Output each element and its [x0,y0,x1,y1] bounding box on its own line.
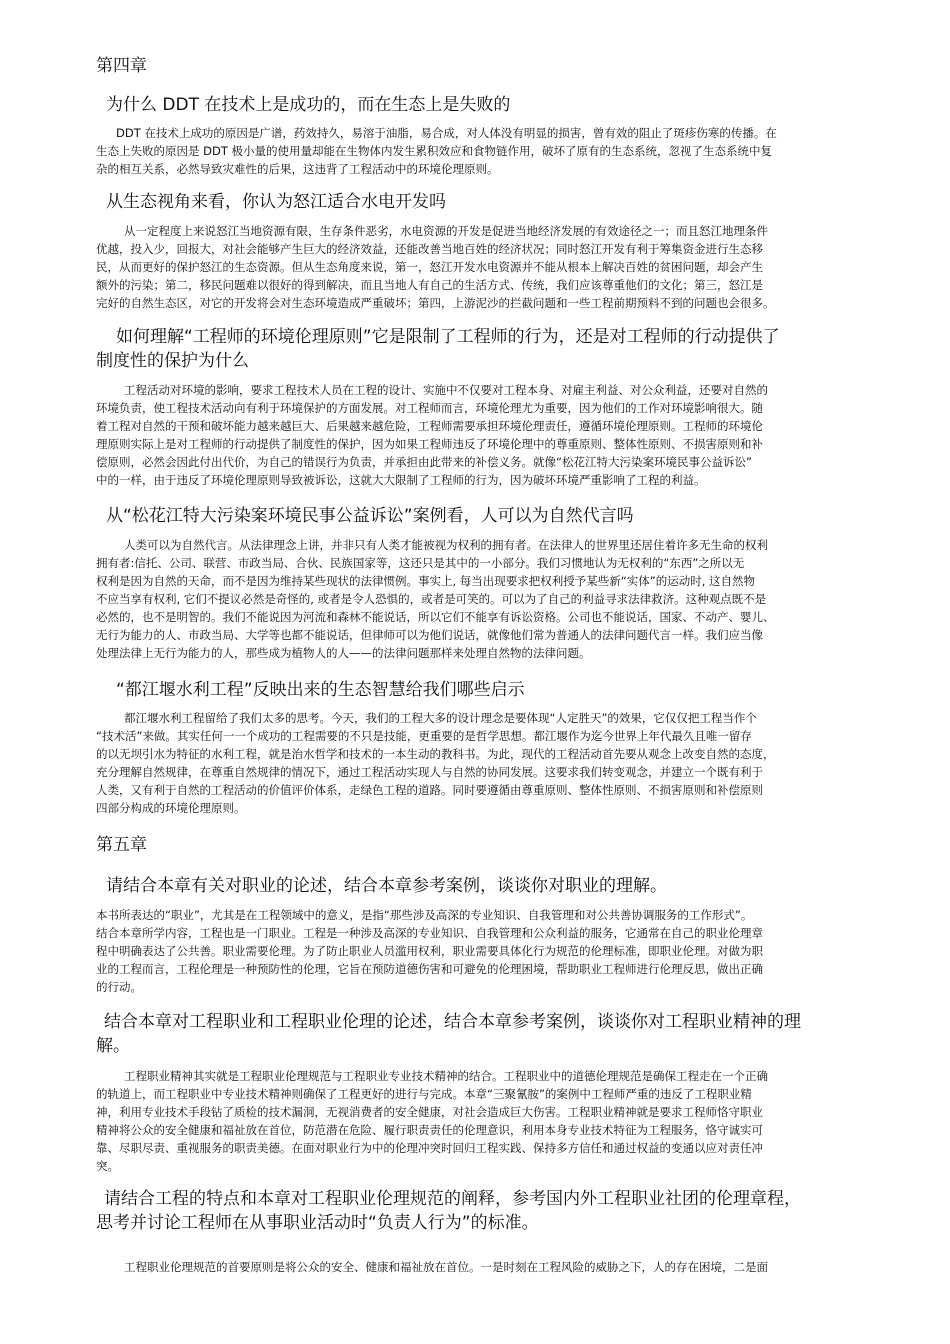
body-line: 无行为能力的人、市政当局、大学等也都不能说话，但律师可以为他们说话，就像他们常为普通人的法律问题代言一样。我们应当像 [96,628,763,642]
body-line: 从一定程度上来说怒江当地资源有限，生存条件恶劣，水电资源的开发是促进当地经济发展的有效途径之一；而且怒江地理条件 [124,224,768,238]
body-line: 本书所表达的“职业”，尤其是在工程领域中的意义，是指“那些涉及高深的专业知识、自我管理和对公共善协调服务的工作形式”。 [96,908,753,922]
heading-line: 解。 [96,1036,130,1056]
body-line: 杂的相互关系，必然导致灾难性的后果，这违背了工程活动中的环境伦理原则。 [96,162,499,176]
body-line: 环境负责，使工程技术活动向有利于环境保护的方面发展。对工程师而言，环境伦理尤为重要，因为他们的工作对环境影响很大。随 [96,401,763,415]
body-line: 完好的自然生态区，对它的开发将会对生态环境造成严重破坏；第四，上游泥沙的拦截问题和一些工程前期预料不到的问题也会很多。 [96,296,775,310]
body-line: 程中明确表达了公共善。职业需要伦理。为了防止职业人员滥用权利，职业需要具体化行为规范的伦理标准，即职业伦理。对做为职 [96,944,763,958]
body-line: 民，从而更好的保护怒江的生态资源。但从生态角度来说，第一，怒江开发水电资源并不能从根本上解决百姓的贫困问题，却会产生 [96,260,763,274]
body-line: 靠、尽职尽责、重视服务的职责美德。在面对职业行为中的伦理冲突时回归工程实践、保持多方信任和通过权益的变通以应对责任冲 [96,1141,763,1155]
body-line: 的行动。 [96,980,142,994]
body-line: 偿原则，必然会因此付出代价，为自己的错误行为负责，并承担由此带来的补偿义务。就像“松花江特大污染案环境民事公益诉讼” [96,455,752,469]
body-line: 神，利用专业技术手段钻了质检的技术漏洞，无视消费者的安全健康，对社会造成巨大伤害。工程职业精神就是要求工程师恪守职业 [96,1105,763,1119]
body-line: 四部分构成的环境伦理原则。 [96,801,246,815]
body-line: 充分理解自然规律，在尊重自然规律的情况下，通过工程活动实现人与自然的协同发展。这要求我们转变观念，并建立一个既有利于 [96,765,763,779]
body-line: 工程活动对环境的影响，要求工程技术人员在工程的设计、实施中不仅要对工程本身、对雇主利益、对公众利益，还要对自然的 [124,383,768,397]
section-heading-engineering-spirit [96,1010,916,1058]
body-line: DDT 在技术上成功的原因是广谱，药效持久，易溶于油脂，易合成，对人体没有明显的损害，曾有效的阻止了斑疹伤寒的传播。在 [116,126,777,140]
section-heading-profession: 请结合本章有关对职业的论述，结合本章参考案例，谈谈你对职业的理解。 [106,876,667,896]
heading-line: 如何理解“工程师的环境伦理原则”它是限制了工程师的行为，还是对工程师的行动提供了 [116,327,780,347]
body-line: 的以无坝引水为特征的水利工程，就是治水哲学和技术的一本生动的教科书。为此，现代的工程活动首先要从观念上改变自然的态度， [96,747,775,761]
body-line: 着工程对自然的干预和破坏能力越来越巨大、后果越来越危险，工程师需要承担环境伦理责任，遵循环境伦理原则。工程师的环境伦 [96,419,763,433]
body-line: 的轨道上，而工程职业中专业技术精神则确保了工程更好的进行与完成。本章“三聚氰胺”的案例中工程师严重的违反了工程职业精 [96,1087,752,1101]
section-body-nujiang [96,222,906,312]
chapter-4-title: 第四章 [96,56,147,76]
heading-line: 结合本章对工程职业和工程职业伦理的论述，结合本章参考案例，谈谈你对工程职业精神的理 [104,1012,801,1032]
section-body-profession [96,906,906,996]
section-body-songhua [96,536,906,662]
body-line: 处理法律上无行为能力的人，那些成为植物人的人——的法律问题那样来处理自然物的法律问题。 [96,646,591,660]
section-body-ddt [96,124,906,178]
chapter-5-title: 第五章 [96,835,147,855]
body-line: 业的工程而言，工程伦理是一种预防性的伦理，它旨在预防道德伤害和可避免的伦理困境，帮助职业工程师进行伦理反思，做出正确 [96,962,763,976]
body-line: 生态上失败的原因是 DDT 极小量的使用量却能在生物体内发生累积效应和食物链作用，破坏了原有的生态系统，忽视了生态系统中复 [96,144,773,158]
body-line: 都江堰水利工程留给了我们太多的思考。今天，我们的工程大多的设计理念是要体现“人定胜天”的效果，它仅仅把工程当作个 [124,711,757,725]
body-line: 突。 [96,1159,119,1173]
section-heading-responsible-conduct [96,1187,916,1235]
section-heading-dujiangyan: “都江堰水利工程”反映出来的生态智慧给我们哪些启示 [116,680,525,700]
section-body-responsible-conduct [96,1258,906,1276]
body-line: 不应当享有权利, 它们不提议必然是奇怪的, 或者是令人恐惧的，或者是可笑的。可以为了自己的利益寻求法律救济。这种观点既不是 [96,592,767,606]
body-line: 中的一样，由于违反了环境伦理原则导致被诉讼，这就大大限制了工程师的行为，因为破坏环境严重影响了工程的利益。 [96,473,706,487]
section-body-engineering-spirit [96,1067,906,1175]
body-line: 工程职业精神其实就是工程职业伦理规范与工程职业专业技术精神的结合。工程职业中的道德伦理规范是确保工程走在一个正确 [124,1069,768,1083]
body-line: 额外的污染；第二，移民问题难以很好的得到解决，而且当地人有自己的生活方式、传统，我们应该尊重他们的文化；第三，怒江是 [96,278,763,292]
heading-line: 制度性的保护为什么 [96,351,249,371]
section-body-dujiangyan [96,709,906,817]
body-line: 精神将公众的安全健康和福祉放在首位，防范潜在危险、履行职责责任的伦理意识，利用本身专业技术特征为工程服务，恪守诚实可 [96,1123,763,1137]
section-heading-ddt: 为什么 DDT 在技术上是成功的，而在生态上是失败的 [106,95,511,115]
heading-line: 思考并讨论工程师在从事职业活动时“负责人行为”的标准。 [96,1213,539,1233]
body-line: 人类可以为自然代言。从法律理念上讲，并非只有人类才能被视为权利的拥有者。在法律人的世界里还居住着许多无生命的权利 [124,538,768,552]
body-line: 优越，投入少，回报大，对社会能够产生巨大的经济效益，还能改善当地百姓的经济状况；同时怒江开发有利于筹集资金进行生态移 [96,242,763,256]
body-line: 工程职业伦理规范的首要原则是将公众的安全、健康和福祉放在首位。一是时刻在工程风险的威胁之下，人的存在困境，二是面 [124,1260,768,1274]
section-body-env-ethics [96,381,906,489]
body-line: 理原则实际上是对工程师的行动提供了制度性的保护，因为如果工程师违反了环境伦理中的尊重原则、整体性原则、不损害原则和补 [96,437,763,451]
body-line: 拥有者:信托、公司、联营、市政当局、合伙、民族国家等，这还只是其中的一小部分。我们习惯地认为无权利的“东西”之所以无 [96,556,745,570]
section-heading-songhua: 从“松花江特大污染案环境民事公益诉讼”案例看，人可以为自然代言吗 [106,506,634,526]
body-line: “技术活”来做。其实任何一一个成功的工程需要的不只是技能，更重要的是哲学思想。都江堰作为迄今世界上年代最久且唯一留存 [96,729,752,743]
body-line: 权利是因为自然的天命，而不是因为维持某些现状的法律惯例。事实上, 每当出现要求把权利授予某些新“实体”的运动时, 这自然物 [96,574,756,588]
body-line: 必然的，也不是明智的。我们不能说因为河流和森林不能说话，所以它们不能享有诉讼资格。公司也不能说话，国家、不动产、婴儿、 [96,610,775,624]
body-line: 人类，又有利于自然的工程活动的价值评价体系，走绿色工程的道路。同时要遵循由尊重原则、整体性原则、不损害原则和补偿原则 [96,783,763,797]
heading-line: 请结合工程的特点和本章对工程职业伦理规范的阐释，参考国内外工程职业社团的伦理章程， [104,1189,801,1209]
section-heading-env-ethics [96,325,916,373]
body-line: 结合本章所学内容，工程也是一门职业。工程是一种涉及高深的专业知识、自我管理和公众利益的服务，它通常在自己的职业伦理章 [96,926,763,940]
section-heading-nujiang: 从生态视角来看，你认为怒江适合水电开发吗 [106,192,446,212]
